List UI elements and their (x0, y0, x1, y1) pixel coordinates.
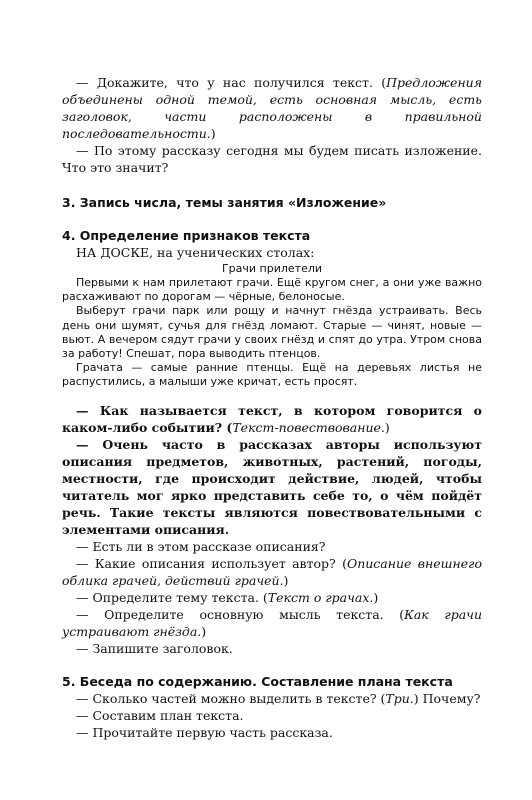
q1-answer: Текст-повествование. (232, 419, 385, 435)
question-parts (62, 690, 482, 707)
q8-after: ) Почему? (413, 690, 481, 706)
p1-answer: Предложения объединены одной темой, есть основная мысль, есть заголовок, части расположены в правильной последовательности. (62, 75, 482, 141)
q6-answer: Как грачи устраивают гнёзда. (62, 606, 482, 639)
paragraph-exposition: — По этому рассказу сегодня мы будем писать изложение. Что это значит? (62, 143, 482, 175)
story-paragraph: Грачата — самые ранние птенцы. Ещё на деревьях листья не распустились, а малыши уже кричат, есть просят. (62, 361, 482, 389)
question-topic (62, 589, 482, 606)
paragraph-proof-question (62, 74, 482, 142)
story-paragraph: Первыми к нам прилетают грачи. Ещё кругом снег, а они уже важно расхаживают по дорогам — чёрные, белоносые. (62, 276, 482, 304)
p1-after: ) (210, 126, 216, 141)
question-descriptions: — Есть ли в этом рассказе описания? (76, 538, 326, 554)
q6-after: ) (201, 623, 207, 639)
q8-answer: Три. (385, 690, 414, 706)
q1-text: — Как называется текст, в котором говорится о каком-либо событии? ( (62, 402, 482, 435)
q5-after: ) (373, 589, 379, 605)
explanation-descriptions: — Очень часто в рассказах авторы используют описания предметов, животных, растений, погоды, местности, где происходит действие, людей, чтобы читатель мог ярко представить себе то, о чём пойдёт речь. Такие тексты являются повествовательными с элементами описания. (62, 436, 482, 537)
instruction-write-title: — Запишите заголовок. (76, 640, 233, 656)
q5-answer: Текст о грачах. (267, 589, 374, 605)
heading-section-4: 4. Определение признаков текста (62, 228, 311, 243)
story-paragraph: Выберут грачи парк или рощу и начнут гнёзда устраивать. Весь день они шумят, сучья для гнёзд ломают. Старые — чинят, новые — вьют. А вечером сядут грачи у своих гнёзд и спят до утра. Утром снова за работу! Спешат, пора выводить птенцов. (62, 304, 482, 361)
board-label: НА ДОСКЕ, на ученических столах: (76, 245, 315, 260)
heading-section-5: 5. Беседа по содержанию. Составление плана текста (62, 673, 453, 689)
story-title: Грачи прилетели (221, 262, 323, 275)
question-author-descriptions (62, 555, 482, 589)
instruction-read-first-part: — Прочитайте первую часть рассказа. (76, 724, 333, 740)
p1-text: — Докажите, что у нас получился текст. ( (76, 75, 387, 90)
heading-section-3: 3. Запись числа, темы занятия «Изложение» (62, 195, 387, 210)
q6-text: — Определите основную мысль текста. ( (76, 606, 405, 622)
story-block (62, 261, 482, 390)
question-text-type (62, 402, 482, 436)
q5-text: — Определите тему текста. ( (76, 589, 268, 605)
q4-text: — Какие описания использует автор? ( (76, 555, 347, 571)
question-main-idea (62, 606, 482, 640)
instruction-plan: — Составим план текста. (76, 707, 244, 723)
q4-answer: Описание внешнего облика грачей, действий грачей. (62, 555, 482, 588)
q8-text: — Сколько частей можно выделить в тексте? ( (76, 690, 386, 706)
q1-after: ) (384, 419, 390, 435)
q4-after: ) (283, 572, 289, 588)
